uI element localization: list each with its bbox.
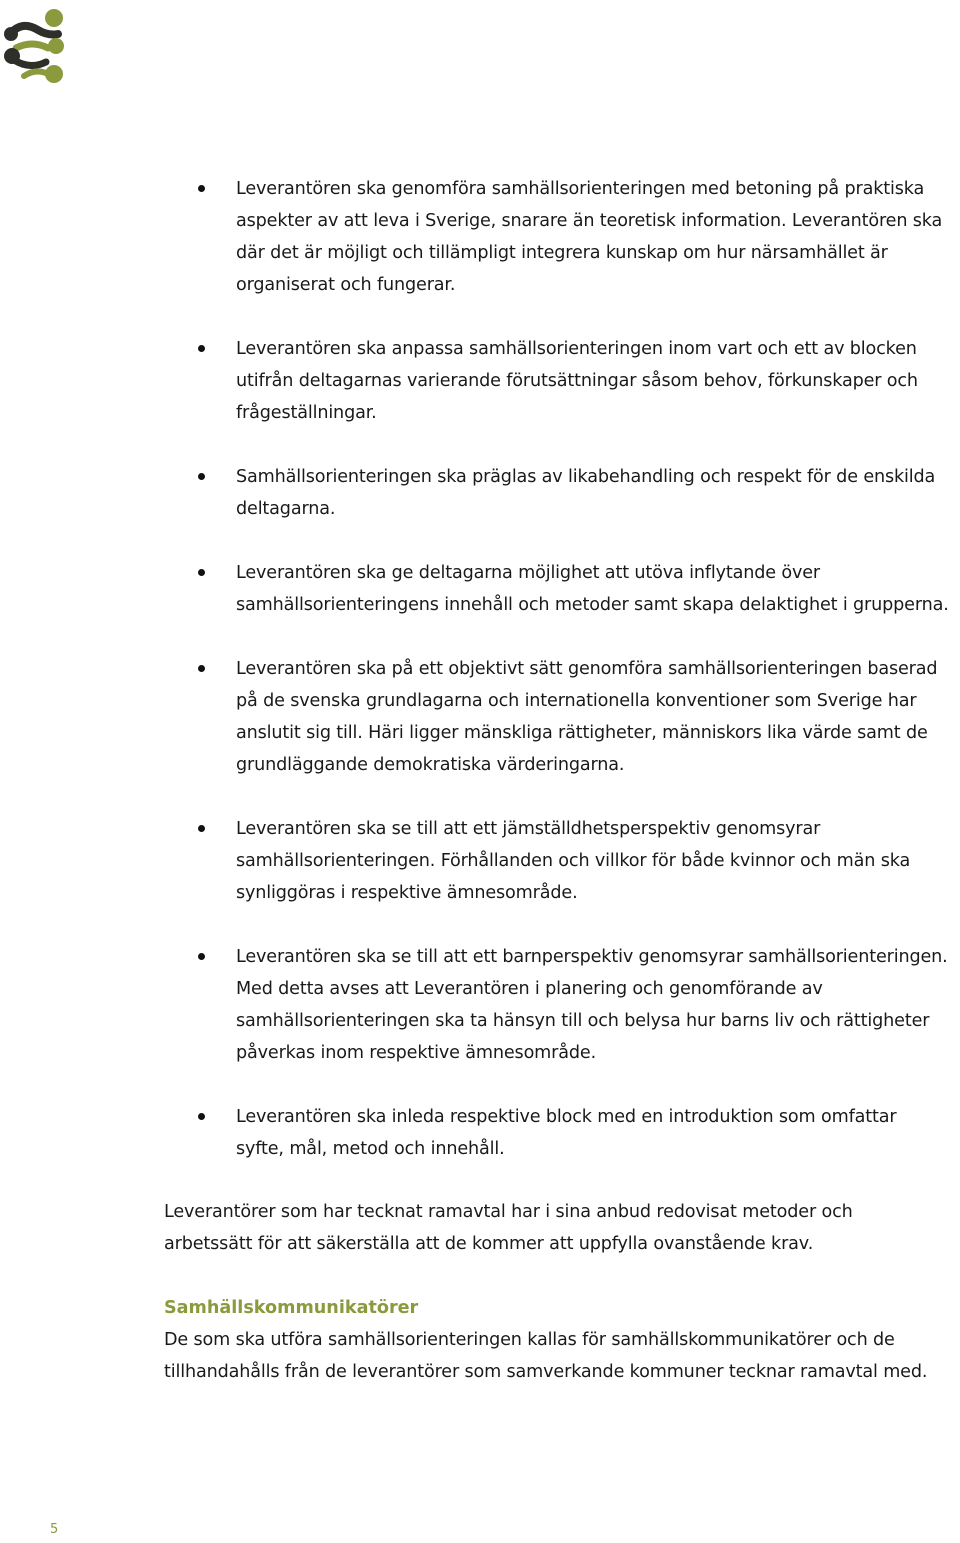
list-item-text: Leverantören ska se till att ett barnperspektiv genomsyrar samhällsorienteringen. Med detta avses att Leverantören i planering och genomförande av samhällsorienteringen ska ta hänsyn till och belysa hur barns liv och rättigheter påverkas inom respektive ämnesområde.	[236, 947, 948, 1063]
list-item	[0, 333, 960, 429]
list-item-text: Leverantören ska ge deltagarna möjlighet att utöva inflytande över samhällsorienteringens innehåll och metoder samt skapa delaktighet i grupperna.	[236, 563, 949, 615]
list-item-text: Leverantören ska inleda respektive block med en introduktion som omfattar syfte, mål, metod och innehåll.	[236, 1107, 897, 1159]
list-item	[0, 557, 960, 621]
bullet-icon	[198, 1113, 205, 1120]
list-item-text: Samhällsorienteringen ska präglas av likabehandling och respekt för de enskilda deltagarna.	[236, 467, 936, 519]
list-item-text: Leverantören ska genomföra samhällsorienteringen med betoning på praktiska aspekter av att leva i Sverige, snarare än teoretisk information. Leverantören ska där det är möjligt och tillämpligt integrera kunskap om hur närsamhället är organiserat och fungerar.	[236, 179, 943, 295]
list-item	[0, 461, 960, 525]
bullet-icon	[198, 665, 205, 672]
list-item-text: Leverantören ska se till att ett jämställdhetsperspektiv genomsyrar samhällsorienteringen. Förhållanden och villkor för både kvinnor och män ska synliggöras i respektive ämnesområde.	[236, 819, 911, 903]
organisation-logo	[2, 4, 68, 84]
list-item	[0, 941, 960, 1069]
bullet-icon	[198, 185, 205, 192]
list-item	[0, 813, 960, 909]
bullet-icon	[198, 473, 205, 480]
bullet-icon	[198, 345, 205, 352]
section-heading: Samhällskommunikatörer	[164, 1298, 419, 1318]
bullet-icon	[198, 569, 205, 576]
list-item	[0, 653, 960, 781]
bullet-icon	[198, 825, 205, 832]
list-item	[0, 173, 960, 301]
list-item	[0, 1101, 960, 1165]
list-item-text: Leverantören ska på ett objektivt sätt genomföra samhällsorienteringen baserad på de svenska grundlagarna och internationella konventioner som Sverige har anslutit sig till. Häri ligger mänskliga rättigheter, människors lika värde samt de grundläggande demokratiska värderingarna.	[236, 659, 938, 775]
section-body: De som ska utföra samhällsorienteringen kallas för samhällskommunikatörer och de tillhandahålls från de leverantörer som samverkande kommuner tecknar ramavtal med.	[164, 1330, 928, 1382]
summary-paragraph: Leverantörer som har tecknat ramavtal har i sina anbud redovisat metoder och arbetssätt för att säkerställa att de kommer att uppfylla ovanstående krav.	[164, 1202, 853, 1254]
bullet-icon	[198, 953, 205, 960]
page-number: 5	[50, 1522, 59, 1537]
list-item-text: Leverantören ska anpassa samhällsorienteringen inom vart och ett av blocken utifrån deltagarnas varierande förutsättningar såsom behov, förkunskaper och frågeställningar.	[236, 339, 918, 423]
requirements-list	[0, 173, 960, 1197]
